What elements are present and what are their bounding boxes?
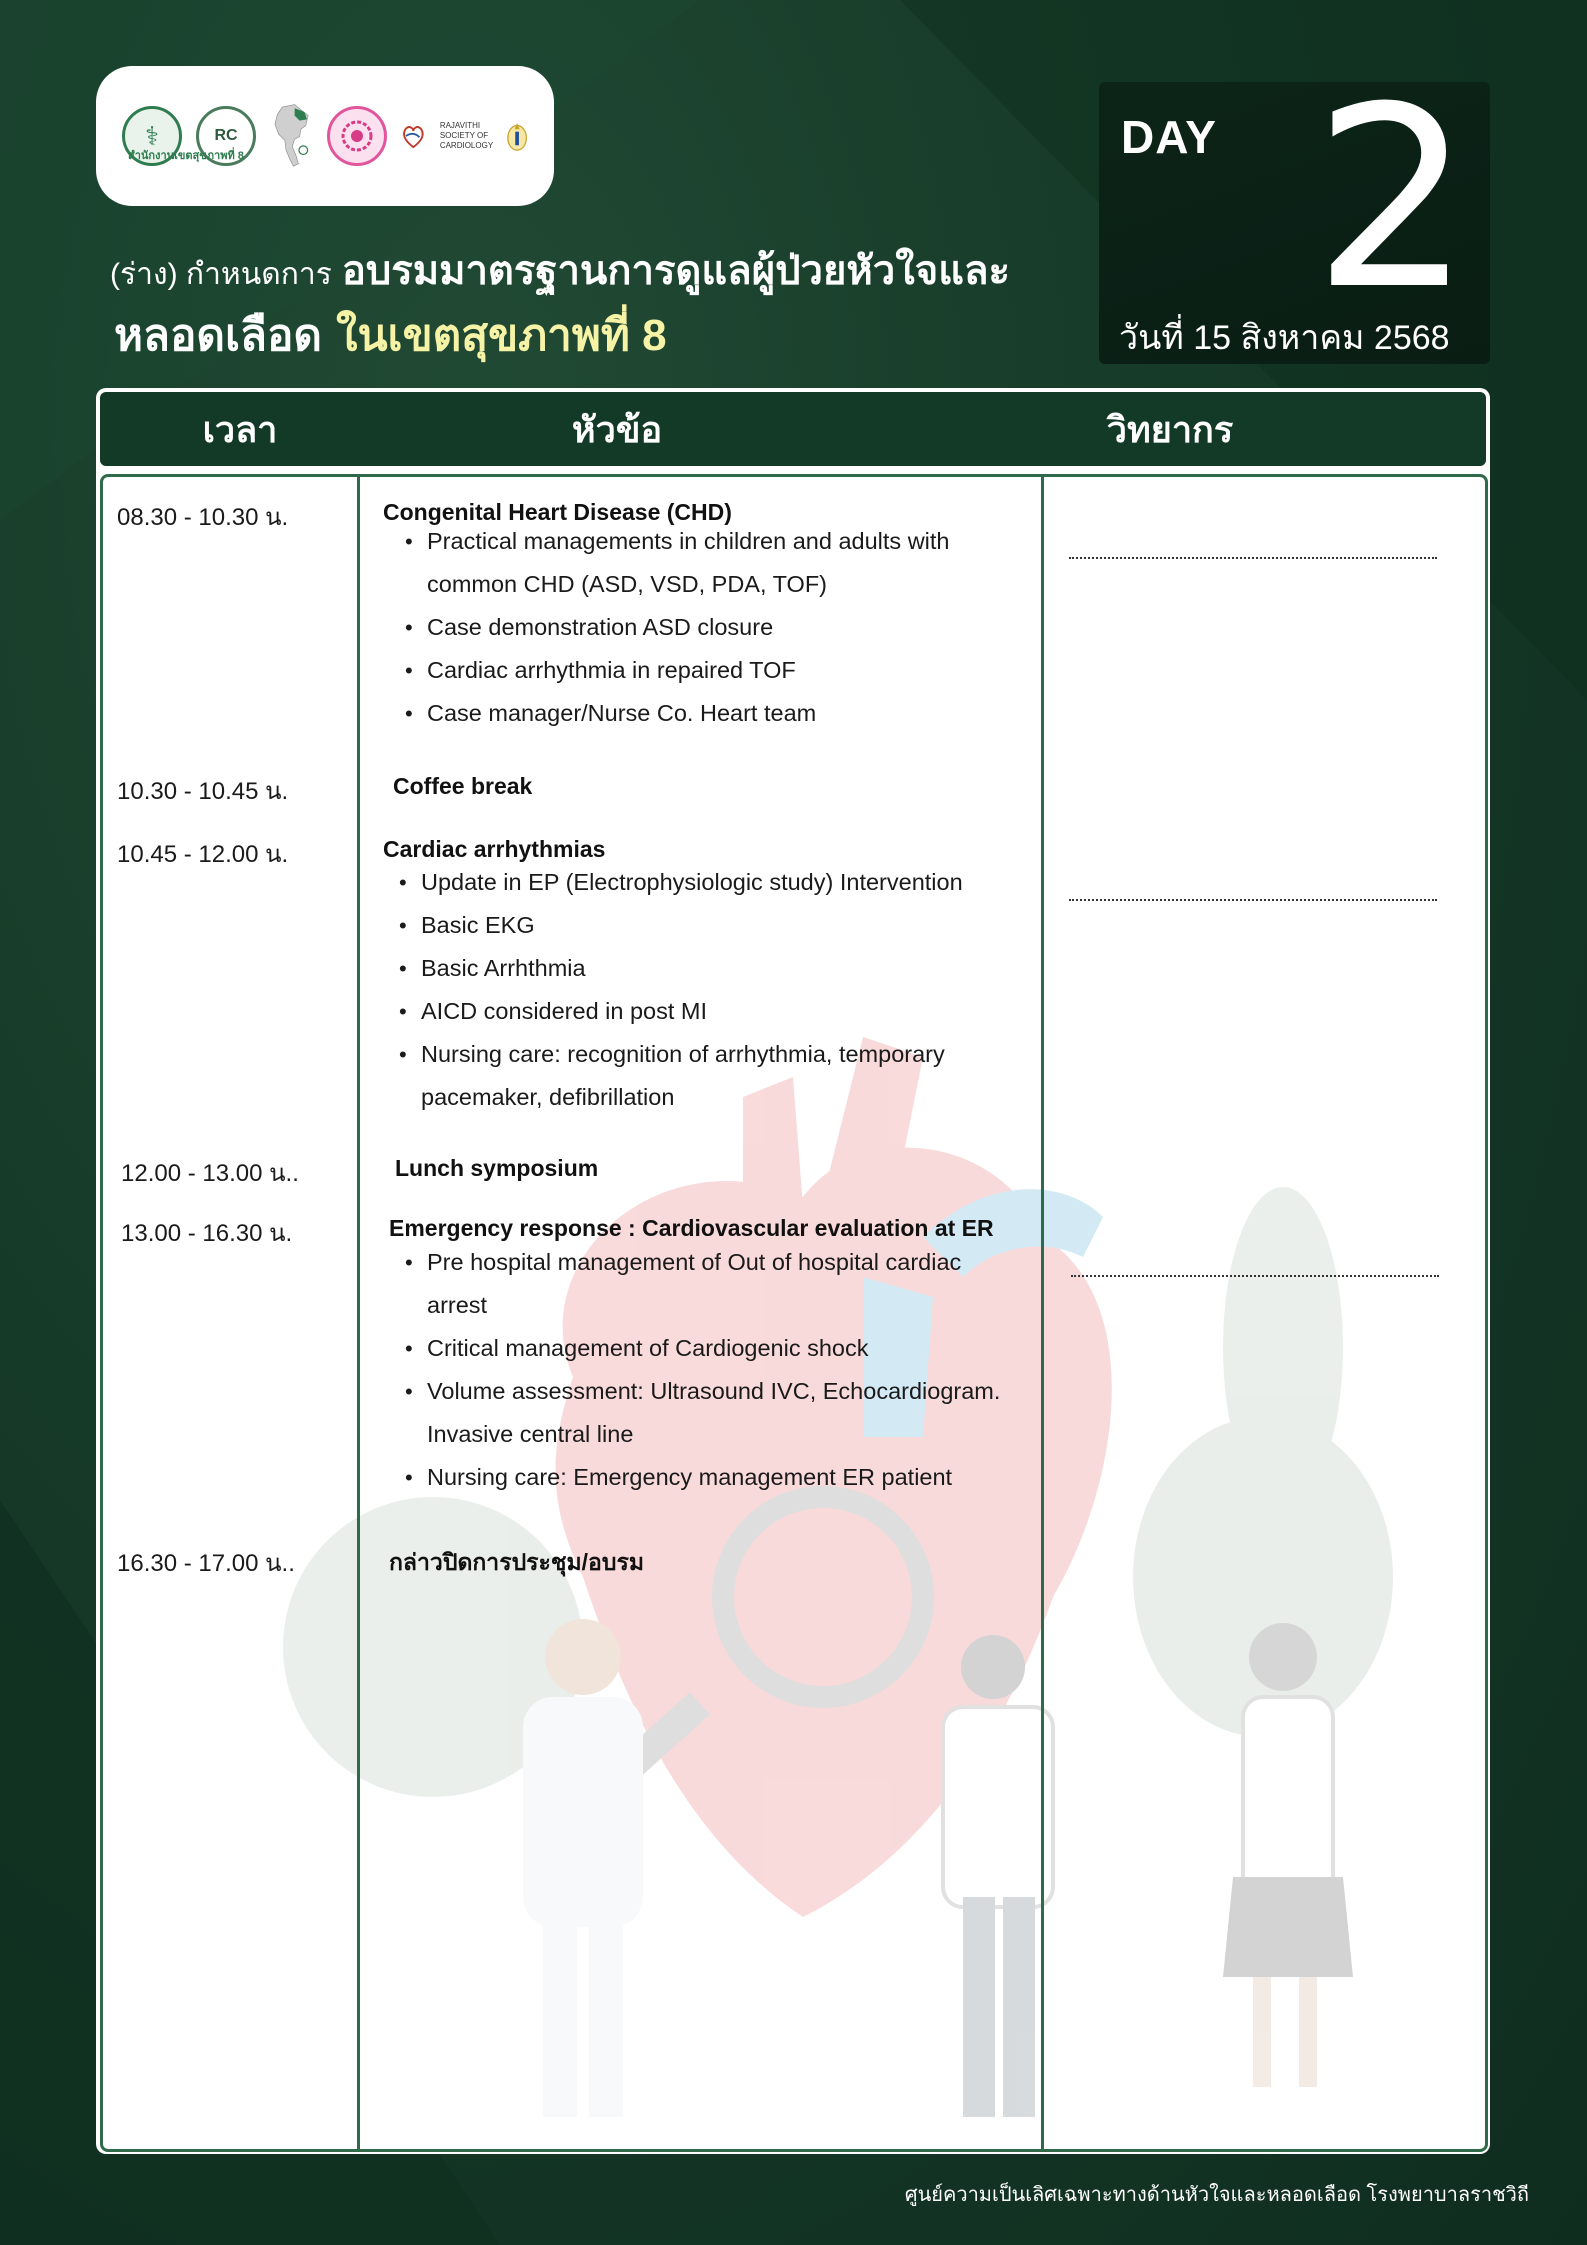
row-topic: Lunch symposium	[395, 1155, 599, 1181]
header-time: เวลา	[202, 409, 278, 450]
thailand-map-logo	[270, 81, 313, 191]
list-item: • Cardiac arrhythmia in repaired TOF	[403, 649, 1023, 692]
page-title-line1	[110, 238, 1010, 302]
day-number: 2	[1312, 53, 1472, 344]
row-time: 08.30 - 10.30 น.	[117, 504, 289, 531]
list-item: • Practical managements in children and adults with common CHD (ASD, VSD, PDA, TOF)	[403, 520, 1023, 606]
day-label: DAY	[1121, 111, 1217, 163]
list-item: • Nursing care: recognition of arrhythmia, temporary pacemaker, defibrillation	[397, 1033, 1017, 1119]
title-main: อบรมมาตรฐานการดูแลผู้ป่วยหัวใจและ	[341, 249, 1010, 293]
title-line2-yellow: ในเขตสุขภาพที่ 8	[335, 311, 667, 360]
pink-seal-logo	[327, 106, 387, 166]
row-bullets	[403, 1241, 1023, 1499]
page-title-line2	[114, 300, 667, 370]
list-item: • Basic Arrhthmia	[397, 947, 1017, 990]
row-topic: Emergency response : Cardiovascular evaluation at ER	[389, 1215, 994, 1241]
day-box	[1099, 53, 1490, 364]
row-time: 16.30 - 17.00 น..	[117, 1550, 295, 1577]
row-topic: Congenital Heart Disease (CHD)	[383, 499, 732, 525]
list-item: • Basic EKG	[397, 904, 1017, 947]
list-item: • Case manager/Nurse Co. Heart team	[403, 692, 1023, 735]
title-prefix: (ร่าง) กำหนดการ	[110, 258, 332, 291]
moph-logo-caption: สำนักงานเขตสุขภาพที่ 8	[128, 150, 244, 162]
row-bullets	[403, 520, 1023, 735]
gold-emblem-logo	[506, 109, 528, 163]
column-divider-2	[1041, 477, 1044, 2149]
list-item: • Nursing care: Emergency management ER patient	[403, 1456, 1023, 1499]
row-bullets	[397, 861, 1017, 1119]
table-body	[100, 474, 1488, 2152]
footer-credit: ศูนย์ความเป็นเลิศเฉพาะทางด้านหัวใจและหลอดเลือด โรงพยาบาลราชวิถี	[904, 2184, 1529, 2206]
row-time: 12.00 - 13.00 น..	[121, 1160, 299, 1187]
list-item: • Update in EP (Electrophysiologic study) Intervention	[397, 861, 1017, 904]
column-divider-1	[357, 477, 360, 2149]
list-item: • Critical management of Cardiogenic shock	[403, 1327, 1023, 1370]
speaker-placeholder	[1069, 899, 1437, 901]
table-header	[100, 392, 1486, 466]
moph-logo: ⚕	[122, 106, 182, 166]
rsc-logo-text: RAJAVITHI SOCIETY OF CARDIOLOGY	[439, 121, 494, 150]
schedule-table	[96, 388, 1490, 2154]
header-speaker: วิทยากร	[1106, 409, 1234, 450]
day-date: วันที่ 15 สิงหาคม 2568	[1119, 319, 1450, 357]
speaker-placeholder	[1069, 557, 1437, 559]
header-topic: หัวข้อ	[571, 409, 663, 450]
list-item: • AICD considered in post MI	[397, 990, 1017, 1033]
list-item: • Case demonstration ASD closure	[403, 606, 1023, 649]
rc-logo: RC	[196, 106, 256, 166]
row-time: 10.30 - 10.45 น.	[117, 778, 289, 805]
row-topic: Coffee break	[393, 773, 533, 799]
list-item: • Pre hospital management of Out of hospital cardiac arrest	[403, 1241, 1023, 1327]
title-line2-white: หลอดเลือด	[114, 311, 322, 360]
row-topic: Cardiac arrhythmias	[383, 836, 606, 862]
heart-logo	[401, 114, 426, 158]
logo-card	[96, 66, 554, 206]
row-topic: กล่าวปิดการประชุม/อบรม	[389, 1549, 644, 1575]
list-item: • Volume assessment: Ultrasound IVC, Echocardiogram. Invasive central line	[403, 1370, 1023, 1456]
row-time: 10.45 - 12.00 น.	[117, 841, 289, 868]
row-time: 13.00 - 16.30 น.	[121, 1220, 293, 1247]
speaker-placeholder	[1071, 1275, 1439, 1277]
